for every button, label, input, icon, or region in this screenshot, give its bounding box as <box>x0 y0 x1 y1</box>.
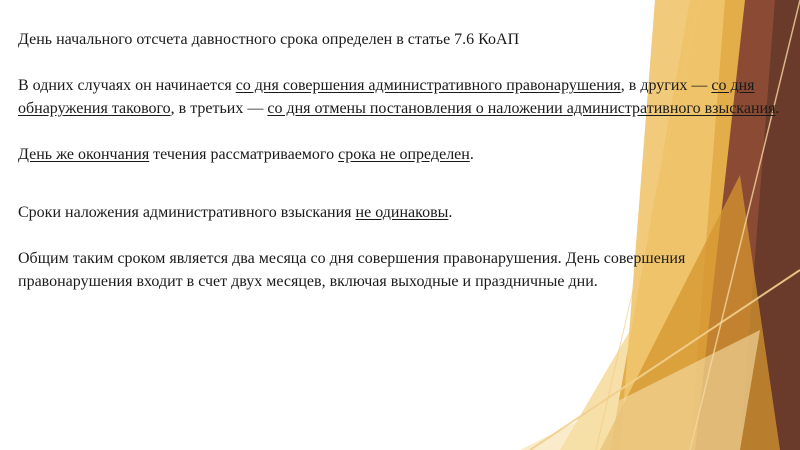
p4-underlined-1: не одинаковы <box>355 204 449 221</box>
p4-text-2: . <box>448 204 453 221</box>
text-paragraph-3 <box>18 143 788 166</box>
spacer <box>18 120 788 143</box>
p2-text-1: В одних случаях он начинается <box>18 77 236 94</box>
p2-text-3: , в третьих — <box>170 100 268 117</box>
p3-underlined-1: День же окончания <box>18 146 150 163</box>
p3-text-1: течения рассматриваемого <box>149 146 339 163</box>
text-paragraph-2 <box>18 74 788 120</box>
spacer <box>18 166 788 201</box>
p3-underlined-2: срока не определен <box>338 146 470 163</box>
p4-text-1: Сроки наложения административного взыскания <box>18 204 356 221</box>
text-line-1: День начального отсчета давностного срока определен в статье 7.6 КоАП <box>18 31 520 48</box>
p3-text-2: . <box>469 146 474 163</box>
p2-underlined-1: со дня совершения административного правонарушения <box>235 77 621 94</box>
p2-underlined-3: со дня отмены постановления о наложении административного взыскания <box>267 100 776 117</box>
spacer <box>18 224 788 247</box>
text-paragraph-4 <box>18 201 788 224</box>
p2-text-2: , в других — <box>620 77 712 94</box>
spacer <box>18 51 788 74</box>
slide-content <box>18 28 788 293</box>
p2-underlined-2: со дня обнаружения такового <box>18 77 755 117</box>
p2-text-4: . <box>775 100 780 117</box>
text-paragraph-5: Общим таким сроком является два месяца со дня совершения правонарушения. День совершения правонарушения входит в счет двух месяцев, включая выходные и праздничные дни. <box>18 250 686 290</box>
